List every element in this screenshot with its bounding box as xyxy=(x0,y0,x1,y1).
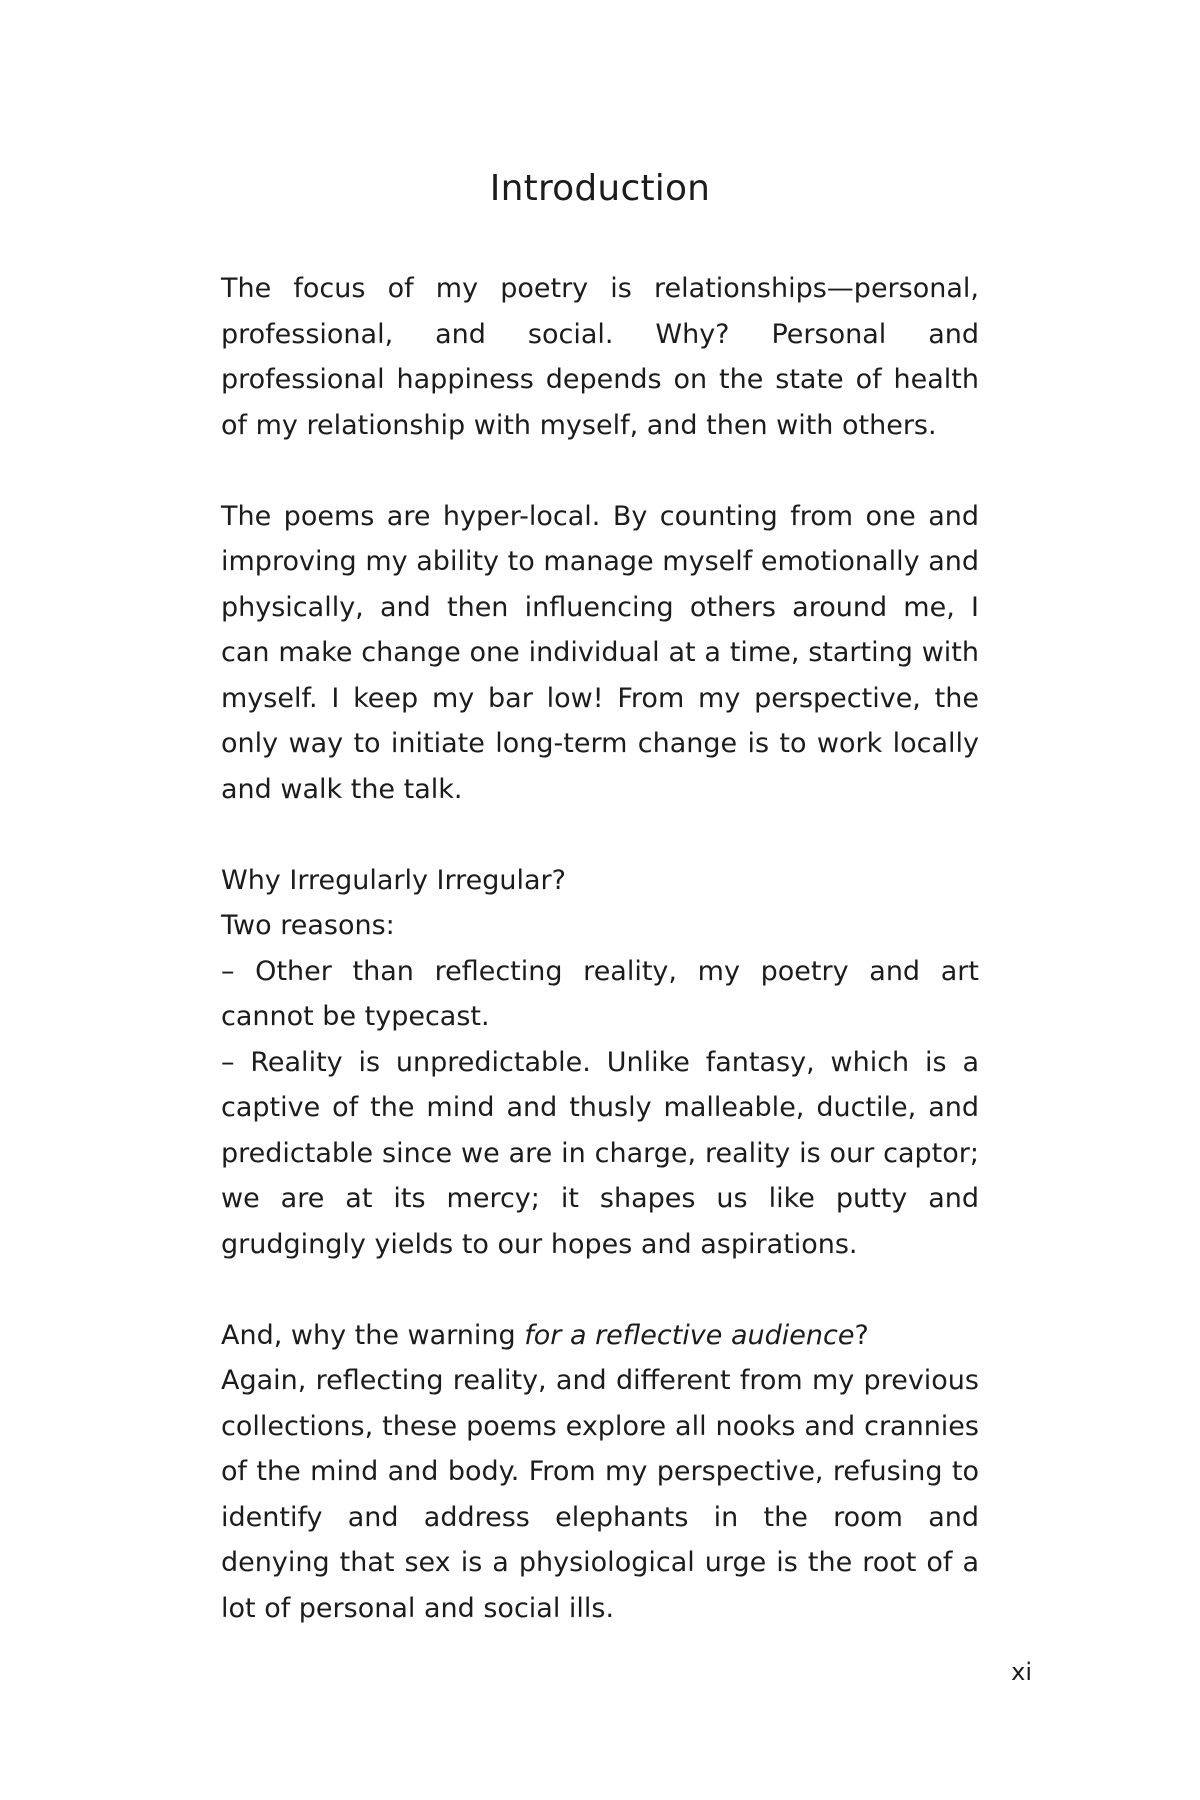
warning-prefix: And, why the warning xyxy=(221,1319,525,1351)
reason-item-reality: – Reality is unpredictable. Unlike fantasy, which is a captive of the mind and thusly malleable, ductile, and predictable since we are in charge, reality is our captor; we are at its mercy; it shapes us like putty and grudgingly yields to our hopes and aspirations. xyxy=(221,1046,979,1260)
reason-item-typecast: – Other than reflecting reality, my poetry and art cannot be typecast. xyxy=(221,955,979,1032)
warning-suffix: ? xyxy=(854,1319,869,1351)
warning-explanation: Again, reflecting reality, and different from my previous collections, these poems explore all nooks and crannies of the mind and body. From my perspective, refusing to identify and address elephants in the room and denying that sex is a physiological urge is the root of a lot of personal and social ills. xyxy=(221,1365,979,1624)
warning-italic-phrase: for a reflective audience xyxy=(524,1319,855,1351)
page-title: Introduction xyxy=(489,168,711,209)
warning-question-line xyxy=(221,1313,979,1359)
question-line: Why Irregularly Irregular? xyxy=(221,864,566,896)
paragraph-reflective-audience xyxy=(221,1313,979,1632)
reasons-line: Two reasons: xyxy=(221,910,395,941)
page-number: xi xyxy=(1011,1658,1032,1686)
introduction-body xyxy=(221,266,979,1677)
paragraph-hyper-local: The poems are hyper-local. By counting from one and improving my ability to manage myself emotionally and physically, and then influencing others around me, I can make change one individual at a time, starting with myself. I keep my bar low! From my perspective, the only way to initiate long-term change is to work locally and walk the talk. xyxy=(221,500,979,805)
paragraph-relationships: The focus of my poetry is relationships—personal, professional, and social. Why? Personal and professional happiness depends on the state of health of my relationship with myself, and then with others. xyxy=(221,273,979,441)
paragraph-irregularly-irregular xyxy=(221,858,979,1268)
